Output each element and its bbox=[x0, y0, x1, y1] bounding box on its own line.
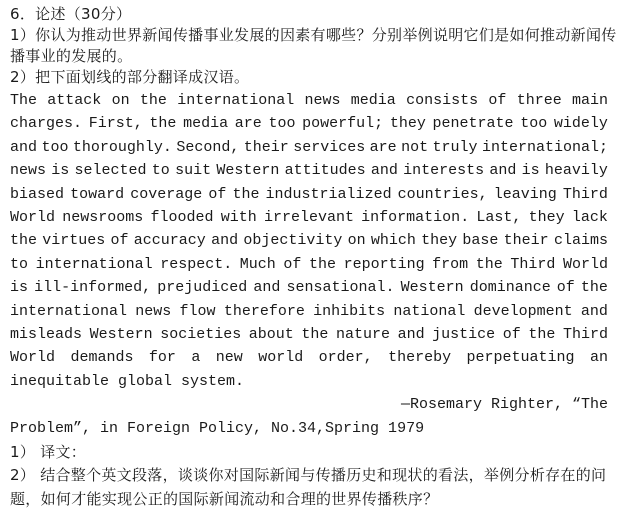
passage-word: virtues bbox=[42, 232, 106, 250]
passage-line bbox=[10, 183, 608, 206]
question-part-1 bbox=[10, 25, 617, 67]
passage-word: interests bbox=[403, 162, 485, 180]
passage-word: not bbox=[401, 138, 429, 156]
passage-line bbox=[10, 300, 608, 323]
passage-word: and bbox=[489, 162, 517, 180]
passage-word: international bbox=[10, 302, 128, 320]
passage-word: is bbox=[521, 162, 540, 180]
passage-word: media bbox=[183, 115, 229, 133]
passage-word: and bbox=[10, 138, 38, 156]
passage-line bbox=[10, 323, 608, 346]
passage-line bbox=[10, 346, 608, 369]
passage-word: with bbox=[220, 209, 257, 227]
passage-word: they bbox=[389, 115, 426, 133]
passage-word: the bbox=[10, 232, 38, 250]
passage-word: to bbox=[10, 255, 29, 273]
passage-word: charges. bbox=[10, 115, 83, 133]
passage-word: the bbox=[580, 279, 608, 297]
passage-word: objectivity bbox=[243, 232, 343, 250]
passage-word: order, bbox=[318, 349, 373, 367]
passage-word: a bbox=[191, 349, 201, 367]
passage-word: and bbox=[211, 232, 239, 250]
sub-question-2-line-2: 题，如何才能实现公正的国际新闻流动和合理的世界传播秩序？ bbox=[10, 490, 439, 509]
passage-word: an bbox=[589, 349, 608, 367]
question-1-line-1: 1）你认为推动世界新闻传播事业发展的因素有哪些？分别举例说明它们是如何推动新闻传 bbox=[10, 26, 617, 44]
sub-question-2-line-1: 2） 结合整个英文段落，谈谈你对国际新闻与传播历史和现状的看法，举例分析存在的问 bbox=[10, 466, 607, 485]
passage-word: World bbox=[10, 349, 56, 367]
passage-word: countries, bbox=[397, 185, 488, 203]
passage-word: main bbox=[571, 92, 608, 109]
passage-word: of bbox=[488, 92, 507, 109]
passage-word: truly bbox=[432, 138, 478, 156]
passage-word: which bbox=[370, 232, 416, 250]
passage-word: for bbox=[148, 349, 176, 367]
passage-word: suit bbox=[175, 162, 212, 180]
passage-word: and bbox=[580, 302, 608, 320]
passage-word: the bbox=[139, 92, 167, 109]
attribution-author: —Rosemary Righter, “The bbox=[400, 396, 608, 414]
passage-word: demands bbox=[70, 349, 134, 367]
passage-word: reporting bbox=[343, 255, 425, 273]
passage-line bbox=[10, 253, 608, 276]
passage-word: claims bbox=[553, 232, 608, 250]
passage-word: information. bbox=[361, 209, 470, 227]
passage-word: the bbox=[301, 326, 329, 344]
passage-word: widely bbox=[553, 115, 608, 133]
passage-word: of bbox=[110, 232, 129, 250]
passage-word: their bbox=[503, 232, 549, 250]
passage-line bbox=[10, 276, 608, 299]
passage-line bbox=[10, 136, 608, 159]
passage-word: justice bbox=[432, 326, 496, 344]
passage-line bbox=[10, 159, 608, 182]
passage-word: nature bbox=[335, 326, 390, 344]
passage-word: news bbox=[304, 92, 341, 109]
passage-word: is bbox=[51, 162, 70, 180]
question-part-2: 2）把下面划线的部分翻译成汉语。 bbox=[10, 68, 250, 86]
passage-word: national bbox=[393, 302, 466, 320]
passage-word: perpetuating bbox=[466, 349, 575, 367]
passage-word: lack bbox=[571, 209, 608, 227]
passage-word: the bbox=[232, 185, 260, 203]
passage-word: Western bbox=[216, 162, 280, 180]
passage-word: Third bbox=[562, 185, 608, 203]
passage-word: societies bbox=[160, 326, 242, 344]
passage-word: therefore bbox=[223, 302, 305, 320]
passage-word: Western bbox=[400, 279, 464, 297]
passage-word: penetrate bbox=[432, 115, 514, 133]
question-1-line-2: 播事业的发展的。 bbox=[10, 47, 133, 65]
passage-word: international bbox=[177, 92, 295, 109]
attribution-source: Problem”, in Foreign Policy, No.34,Spring 1979 bbox=[10, 419, 425, 437]
passage-word: on bbox=[347, 232, 366, 250]
exam-question-page bbox=[10, 4, 617, 511]
passage-word: of bbox=[502, 326, 521, 344]
question-heading: 6．论述（30分） bbox=[10, 5, 132, 23]
passage-word: they bbox=[421, 232, 458, 250]
passage-word: they bbox=[528, 209, 565, 227]
passage-word: media bbox=[350, 92, 396, 109]
passage-word: selected bbox=[74, 162, 147, 180]
passage-word: and bbox=[370, 162, 398, 180]
passage-line bbox=[10, 206, 608, 229]
passage-word: Western bbox=[89, 326, 153, 344]
passage-word: Third bbox=[562, 326, 608, 344]
passage-word: toward bbox=[70, 185, 125, 203]
english-passage bbox=[10, 89, 608, 393]
passage-word: of bbox=[283, 255, 302, 273]
passage-word: dominance bbox=[469, 279, 551, 297]
passage-line bbox=[10, 112, 608, 135]
passage-word: about bbox=[248, 326, 294, 344]
passage-word: three bbox=[516, 92, 562, 109]
passage-word: Second, bbox=[176, 138, 240, 156]
passage-word: accuracy bbox=[133, 232, 206, 250]
passage-line bbox=[10, 229, 608, 252]
passage-word: Much bbox=[239, 255, 276, 273]
passage-word: flow bbox=[179, 302, 216, 320]
passage-line bbox=[10, 89, 608, 112]
passage-word: news bbox=[10, 162, 47, 180]
passage-word: international; bbox=[481, 138, 608, 156]
passage-word: irrelevant bbox=[263, 209, 354, 227]
passage-word: the bbox=[475, 255, 503, 273]
passage-word: services bbox=[293, 138, 366, 156]
passage-word: World bbox=[10, 209, 56, 227]
passage-word: Last, bbox=[476, 209, 522, 227]
passage-word: too bbox=[520, 115, 548, 133]
passage-word: Third bbox=[510, 255, 556, 273]
passage-word: to bbox=[151, 162, 170, 180]
passage-word: of bbox=[208, 185, 227, 203]
passage-word: powerful; bbox=[302, 115, 384, 133]
passage-word: and bbox=[397, 326, 425, 344]
passage-word: sensational. bbox=[286, 279, 395, 297]
passage-word: news bbox=[135, 302, 172, 320]
passage-word: prejudiced bbox=[157, 279, 248, 297]
passage-word: international bbox=[35, 255, 153, 273]
passage-word: too bbox=[41, 138, 69, 156]
passage-word: World bbox=[562, 255, 608, 273]
passage-word: thoroughly. bbox=[72, 138, 172, 156]
passage-word: the bbox=[528, 326, 556, 344]
passage-word: on bbox=[111, 92, 130, 109]
passage-word: The bbox=[10, 92, 38, 109]
passage-word: their bbox=[243, 138, 289, 156]
passage-word: biased bbox=[10, 185, 65, 203]
passage-word: flooded bbox=[150, 209, 214, 227]
passage-word: newsrooms bbox=[62, 209, 144, 227]
passage-word: from bbox=[432, 255, 469, 273]
passage-word: the bbox=[308, 255, 336, 273]
passage-word: are bbox=[234, 115, 262, 133]
passage-word: attack bbox=[47, 92, 102, 109]
passage-word: First, bbox=[88, 115, 143, 133]
passage-word: world bbox=[258, 349, 304, 367]
passage-word: consists bbox=[406, 92, 479, 109]
passage-word: of bbox=[556, 279, 575, 297]
passage-word: new bbox=[215, 349, 243, 367]
passage-word: base bbox=[462, 232, 499, 250]
passage-word: heavily bbox=[544, 162, 608, 180]
passage-word: ill-informed, bbox=[34, 279, 152, 297]
sub-question-2 bbox=[10, 463, 608, 511]
passage-word: too bbox=[268, 115, 296, 133]
passage-word: thereby bbox=[388, 349, 452, 367]
passage-word: development bbox=[473, 302, 573, 320]
passage-word: the bbox=[149, 115, 177, 133]
sub-question-1-translation: 1） 译文： bbox=[10, 443, 87, 462]
passage-word: respect. bbox=[160, 255, 233, 273]
passage-word: industrialized bbox=[265, 185, 392, 203]
passage-word: is bbox=[10, 279, 29, 297]
passage-word: coverage bbox=[130, 185, 203, 203]
passage-word: inhibits bbox=[313, 302, 386, 320]
passage-word: misleads bbox=[10, 326, 83, 344]
passage-word: leaving bbox=[493, 185, 557, 203]
passage-line: inequitable global system. bbox=[10, 372, 245, 390]
passage-word: attitudes bbox=[284, 162, 366, 180]
passage-word: and bbox=[253, 279, 281, 297]
passage-word: are bbox=[369, 138, 397, 156]
